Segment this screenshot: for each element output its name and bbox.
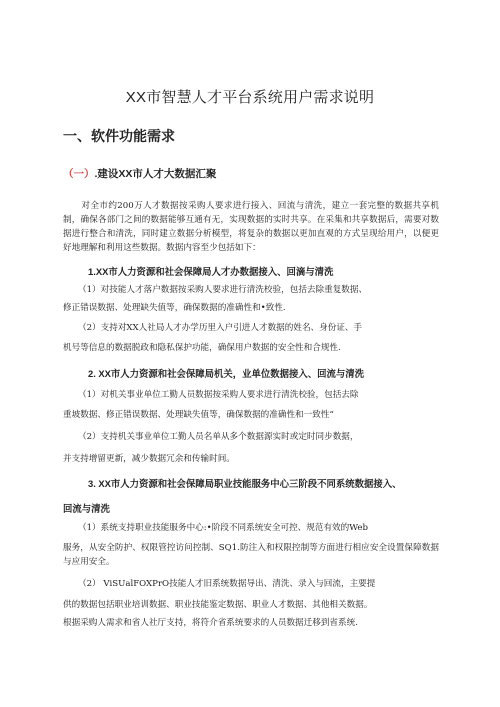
item1-para1-line2: 修正错误数据、处理缺失值等，确保数据的准确性和•致性. [63, 303, 286, 313]
item2-para1-line1: （1）对机关事业单位工勤人员数据按采购人要求进行清洗校验，包括去除 [78, 390, 359, 400]
subsection-heading [63, 166, 216, 181]
item3-para2-line2: 供的数据包括职业培训数据、职业技能鉴定数据、职业人才数据、其他相关数据。 [63, 600, 373, 610]
item3-para2-line1: （2） ViSUalFOXPrO技能人才旧系统数据导出、清洗、录入与回流，主要提 [78, 579, 376, 589]
item3-heading-line2: 回流与清洗 [63, 503, 110, 514]
document-title: XX市智慧人才平台系统用户需求说明 [125, 89, 375, 106]
intro-text: 对全市约200万人才数据按采购人要求进行接入、回流与清洗，建立一套完整的数据共享机制，确保各部门之间的数据能够互通有无，实现数据的实时共享。在采集和共享数据后，需要对数据进行整合和清洗，同时建立数据分析模型，将复杂的数据以更加直观的方式呈现给用户，以便更好地理解和利用这些数据。数据内容至少包括如下： [63, 201, 439, 253]
item1-para1-line1: （1）对技能人才落户数据按采购人要求进行清洗校验，包括去除重复数据、 [78, 285, 368, 295]
section-heading: 一、软件功能需求 [63, 128, 175, 144]
item2-para2-line1: （2）支持机关事业单位工勤人员名单从多个数据源实时或定时同步数据， [78, 432, 359, 442]
item3-heading-line1: 3. XX市人力资源和社会保障局职业技能服务中心三阶段不同系统数据接入、 [88, 478, 402, 489]
item1-heading: 1.XX市人力资源和社会保障局人才办数据接入、回滴与清洗 [88, 266, 334, 277]
intro-paragraph [63, 199, 439, 255]
item2-para1-line2: 重坡数据、修正错误数据、处理缺失值等，确保数据的准确性和一致性“ [63, 410, 334, 420]
item1-para2-line2: 机号等信息的数据脱政和隐私保护功能，确保用户数据的安全性和合规性. [63, 343, 341, 353]
item1-para2-line1: （2）支持对XX人社局人才办学历里入户引进人才数据的姓名、身份证、手 [78, 323, 363, 333]
item2-heading: 2. XX市人力资源和社会保障局机关，业单位数据接入、回流与清洗 [88, 368, 365, 379]
item2-para2-line2: 并支持增留更新，减少数据冗余和传输时间。 [63, 454, 235, 464]
subsection-number: （一） [63, 168, 95, 180]
item3-para1-line1: （1）系统支持职业技能服务中心:•阶段不同系统安全可控、规范有效的Web [78, 523, 368, 533]
item3-para3: 根据采购人需求和省人社厅支持，将符介省系统要求的人员数据迁移到省系统. [63, 618, 358, 628]
subsection-title: .建设XX市人才大数据汇聚 [94, 168, 217, 180]
item3-para1-rest: 服务，从安全防护、权限管控访问控制、SQ1.防注入和权限控制等方面进行相应安全设置保障数据与应用安全。 [63, 543, 439, 567]
